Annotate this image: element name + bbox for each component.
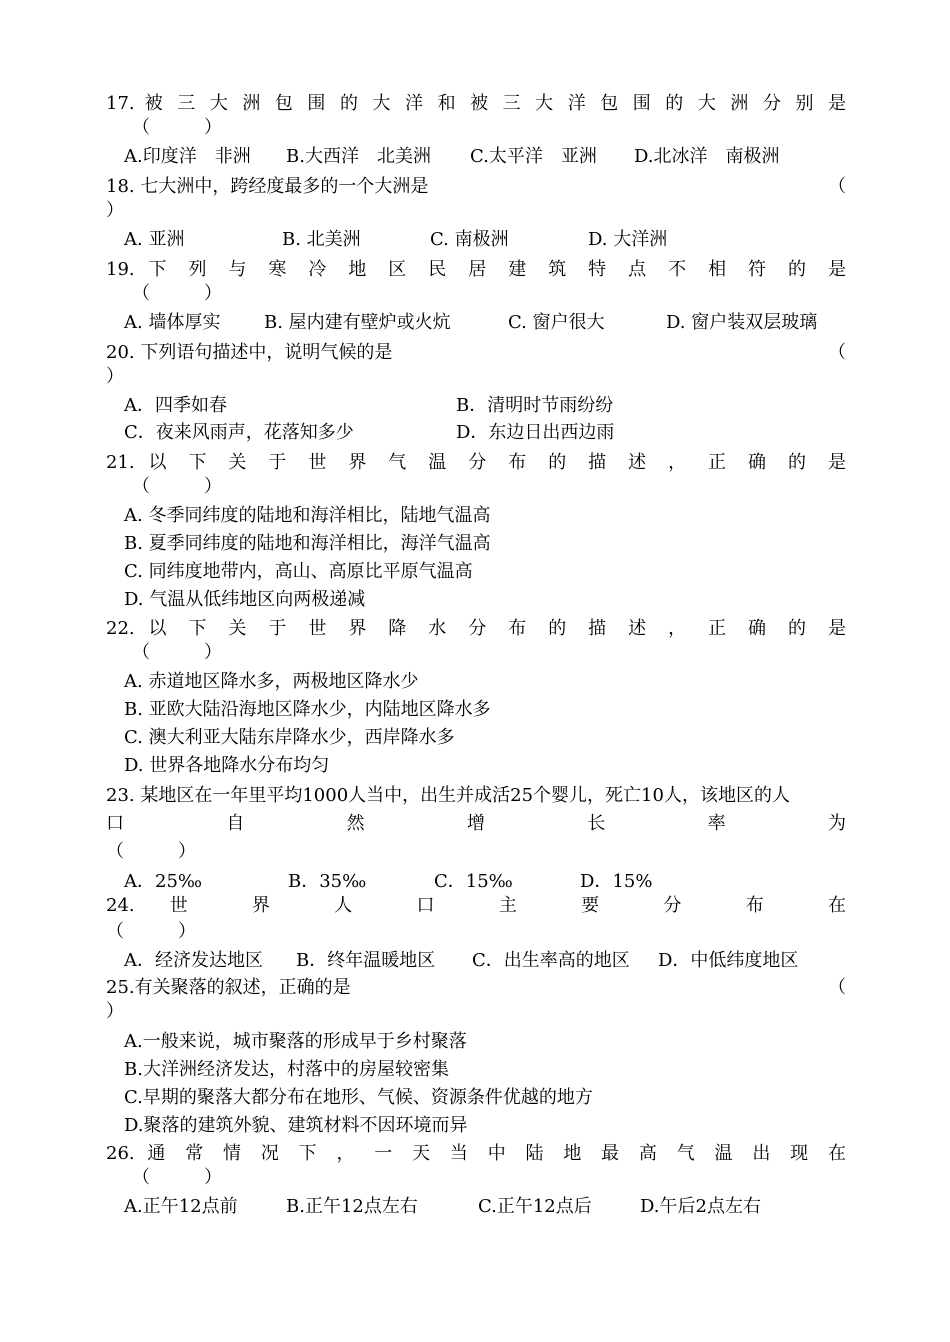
option-d: D. 大洋洲 xyxy=(588,229,668,250)
option-b: B. 屋内建有壁炉或火炕 xyxy=(264,312,451,333)
question-25 xyxy=(106,976,846,1138)
option-b: B.正午12点左右 xyxy=(286,1196,418,1217)
question-stem: 17. 被 三 大 洲 包 围 的 大 洋 和 被 三 大 洋 包 围 的 大 洲 分 别 是 xyxy=(106,93,846,114)
question-23 xyxy=(106,784,846,894)
question-22 xyxy=(106,617,846,778)
option-c: C．15‰ xyxy=(434,871,513,892)
question-stem: 22. 以 下 关 于 世 界 降 水 分 布 的 描 述 ， 正 确 的 是 xyxy=(106,618,846,639)
option-a: A.正午12点前 xyxy=(124,1196,238,1217)
option-d: D.聚落的建筑外貌、建筑材料不因环境而异 xyxy=(124,1115,468,1136)
option-c: C. 南极洲 xyxy=(430,229,509,250)
options-row xyxy=(106,421,846,445)
answer-blank-open: （ xyxy=(828,176,846,197)
question-26 xyxy=(106,1142,846,1219)
question-20 xyxy=(106,341,846,445)
option-b: B. 夏季同纬度的陆地和海洋相比，海洋气温高 xyxy=(124,533,491,554)
answer-blank: （ ） xyxy=(132,1167,222,1188)
question-stem-continued: 口 自 然 增 长 率 为 xyxy=(106,813,846,834)
option-b: B.大洋洲经济发达，村落中的房屋较密集 xyxy=(124,1059,449,1080)
options-row xyxy=(106,870,846,894)
options-row xyxy=(106,311,846,335)
option-a: A．25‰ xyxy=(124,871,203,892)
question-stem: 23. 某地区在一年里平均1000人当中，出生并成活25个婴儿，死亡10人，该地区的人 xyxy=(106,785,790,806)
option-c: C．出生率高的地区 xyxy=(472,950,630,971)
answer-blank-close: ） xyxy=(106,200,124,221)
question-21 xyxy=(106,451,846,612)
answer-blank-close: ） xyxy=(106,366,124,387)
option-a: A．四季如春 xyxy=(124,395,227,416)
option-c: C. 澳大利亚大陆东岸降水少，西岸降水多 xyxy=(124,727,455,748)
question-19 xyxy=(106,258,846,335)
option-c: C.正午12点后 xyxy=(478,1196,592,1217)
question-stem: 24. 世 界 人 口 主 要 分 布 在 xyxy=(106,895,846,916)
question-stem: 18. 七大洲中，跨经度最多的一个大洲是 xyxy=(106,176,429,197)
option-d: D. 气温从低纬地区向两极递减 xyxy=(124,589,366,610)
option-b: B. 亚欧大陆沿海地区降水少，内陆地区降水多 xyxy=(124,699,491,720)
option-c: C.早期的聚落大都分布在地形、气候、资源条件优越的地方 xyxy=(124,1087,593,1108)
option-d: D.北冰洋 南极洲 xyxy=(634,146,780,167)
answer-blank: （ ） xyxy=(132,642,222,663)
question-stem: 25.有关聚落的叙述，正确的是 xyxy=(106,977,351,998)
option-b: B．35‰ xyxy=(288,871,367,892)
option-b: B. 北美洲 xyxy=(282,229,361,250)
option-d: D. 世界各地降水分布均匀 xyxy=(124,755,330,776)
option-b: B.大西洋 北美洲 xyxy=(286,146,431,167)
option-b: B．终年温暖地区 xyxy=(296,950,436,971)
option-c: C.太平洋 亚洲 xyxy=(470,146,597,167)
answer-blank-open: （ xyxy=(828,977,846,998)
answer-blank-close: ） xyxy=(106,1001,124,1022)
question-stem: 20. 下列语句描述中，说明气候的是 xyxy=(106,342,393,363)
option-d: D．东边日出西边雨 xyxy=(456,422,615,443)
options-row xyxy=(106,228,846,252)
answer-blank: （ ） xyxy=(106,841,196,862)
answer-blank-open: （ xyxy=(828,342,846,363)
option-a: A. 赤道地区降水多，两极地区降水少 xyxy=(124,671,419,692)
question-stem: 19. 下 列 与 寒 冷 地 区 民 居 建 筑 特 点 不 相 符 的 是 xyxy=(106,259,846,280)
option-a: A. 墙体厚实 xyxy=(124,312,221,333)
question-24 xyxy=(106,894,846,973)
question-17 xyxy=(106,92,846,169)
answer-blank: （ ） xyxy=(132,117,222,138)
question-stem: 21. 以 下 关 于 世 界 气 温 分 布 的 描 述 ， 正 确 的 是 xyxy=(106,452,846,473)
answer-blank: （ ） xyxy=(132,476,222,497)
option-a: A. 亚洲 xyxy=(124,229,185,250)
option-c: C. 同纬度地带内，高山、高原比平原气温高 xyxy=(124,561,473,582)
answer-blank: （ ） xyxy=(106,921,196,942)
options-row xyxy=(106,145,846,169)
option-a: A.印度洋 非洲 xyxy=(124,146,251,167)
option-a: A. 冬季同纬度的陆地和海洋相比，陆地气温高 xyxy=(124,505,491,526)
option-d: D．中低纬度地区 xyxy=(658,950,799,971)
option-c: C．夜来风雨声，花落知多少 xyxy=(124,422,354,443)
option-d: D.午后2点左右 xyxy=(640,1196,761,1217)
question-18 xyxy=(106,175,846,252)
options-row xyxy=(106,949,846,973)
option-a: A．经济发达地区 xyxy=(124,950,263,971)
option-d: D．15% xyxy=(580,871,653,892)
options-row xyxy=(106,394,846,418)
option-c: C. 窗户很大 xyxy=(508,312,605,333)
question-stem: 26. 通 常 情 况 下 ， 一 天 当 中 陆 地 最 高 气 温 出 现 在 xyxy=(106,1143,846,1164)
option-a: A.一般来说，城市聚落的形成早于乡村聚落 xyxy=(124,1031,467,1052)
option-b: B．清明时节雨纷纷 xyxy=(456,395,614,416)
options-row xyxy=(106,1195,846,1219)
answer-blank: （ ） xyxy=(132,283,222,304)
option-d: D. 窗户装双层玻璃 xyxy=(666,312,818,333)
